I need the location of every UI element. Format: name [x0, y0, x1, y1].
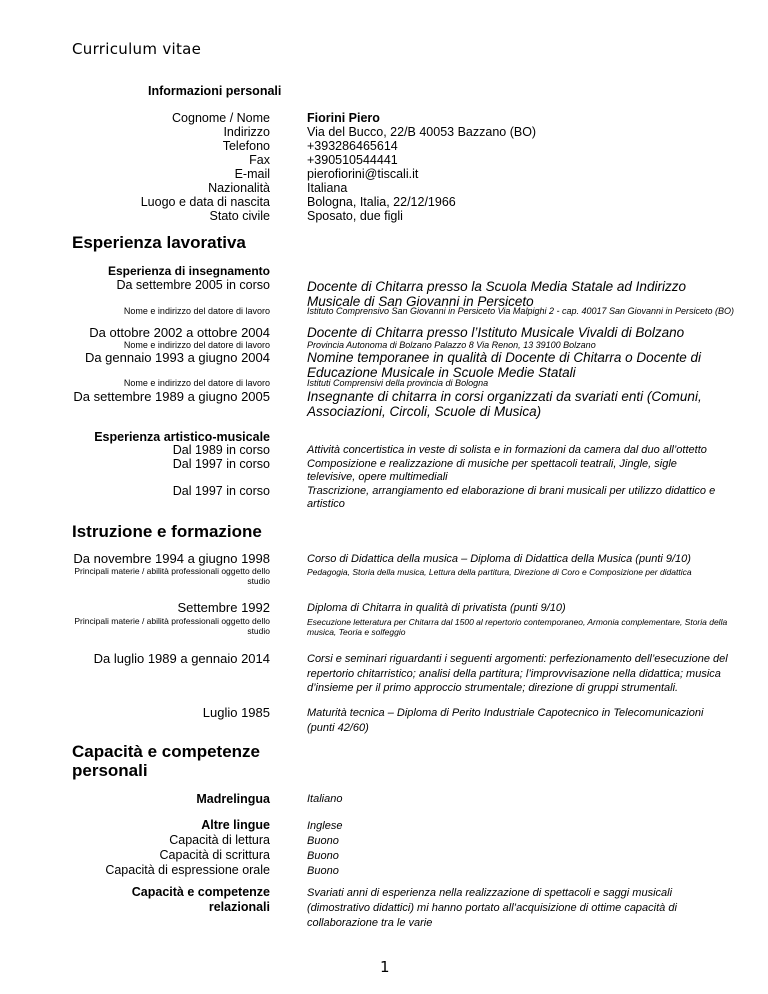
work-heading: Esperienza lavorativa: [72, 233, 246, 252]
value-name: Fiorini Piero: [307, 111, 380, 125]
page-number: 1: [380, 958, 390, 976]
subjects-label-2: Principali materie / abilità professionali oggetto dello studio: [74, 616, 270, 636]
artistic-date-2: Dal 1997 in corso: [172, 457, 270, 471]
relational-label-line1: Capacità e competenze: [131, 885, 270, 899]
value-civil-status: Sposato, due figli: [307, 209, 403, 223]
work-title-2: Docente di Chitarra presso l’Istituto Musicale Vivaldi di Bolzano: [307, 325, 685, 340]
work-title-4: Insegnante di chitarra in corsi organizzati da svariati enti (Comuni, Associazioni, Circoli, Scuole di Musica): [307, 389, 702, 419]
reading-label: Capacità di lettura: [169, 833, 270, 847]
artistic-heading: Esperienza artistico-musicale: [94, 430, 270, 444]
work-date-3: Da gennaio 1993 a giugno 2004: [84, 350, 270, 365]
edu-date-3: Da luglio 1989 a gennaio 2014: [93, 651, 270, 666]
employer-2: Provincia Autonoma di Bolzano Palazzo 8 Via Renon, 13 39100 Bolzano: [307, 340, 596, 350]
artistic-text-3: Trascrizione, arrangiamento ed elaborazione di brani musicali per utilizzo didattico e artistico: [307, 484, 716, 510]
edu-title-2: Diploma di Chitarra in qualità di privatista (punti 9/10): [307, 602, 566, 614]
relational-label-line2: relazionali: [208, 900, 270, 914]
relational-text: Svariati anni di esperienza nella realizzazione di spettacoli e saggi musicali (dimostrativo didattici) mi hanno portato all’acquisizione di ottime capacità di collaborazione tra le varie: [307, 887, 677, 929]
work-date-1: Da settembre 2005 in corso: [116, 278, 270, 292]
other-lang-label: Altre lingue: [201, 818, 270, 832]
edu-subjects-1: Pedagogia, Storia della musica, Lettura della partitura, Direzione di Coro e Composizione per didattica: [307, 567, 692, 577]
edu-title-1: Corso di Didattica della musica – Diploma di Didattica della Musica (punti 9/10): [307, 553, 691, 565]
other-lang-labels: [40, 818, 270, 878]
value-nationality: Italiana: [307, 181, 348, 195]
edu-date-4: Luglio 1985: [202, 705, 270, 720]
relational-label: [60, 885, 270, 915]
value-birth: Bologna, Italia, 22/12/1966: [307, 195, 456, 209]
edu-title-4: Maturità tecnica – Diploma di Perito Industriale Capotecnico in Telecomunicazioni (punti 42/60): [307, 707, 704, 734]
document-header: Curriculum vitae: [72, 40, 202, 58]
writing-value: Buono: [307, 850, 339, 862]
value-email: pierofiorini@tiscali.it: [307, 167, 419, 181]
edu-title-3: Corsi e seminari riguardanti i seguenti argomenti: perfezionamento dell’esecuzione del repertorio chitarristico; analisi della partitura; l’improvvisazione nella didattica; musica d’insieme per il primo approccio strumentale; direzione di gruppi strumentali.: [307, 653, 728, 694]
mother-tongue-label: Madrelingua: [196, 792, 270, 806]
work-date-2: Da ottobre 2002 a ottobre 2004: [89, 325, 270, 340]
label-birth: Luogo e data di nascita: [140, 195, 270, 209]
label-email: E-mail: [234, 167, 270, 181]
skills-heading-line1: Capacità e competenze: [72, 742, 261, 761]
work-title-3: Nomine temporanee in qualità di Docente di Chitarra o Docente di Educazione Musicale in Scuole Medie Statali: [307, 350, 701, 380]
work-date-4: Da settembre 1989 a giugno 2005: [73, 389, 270, 404]
edu-date-1: Da novembre 1994 a giugno 1998: [73, 551, 270, 566]
artistic-date-3: Dal 1997 in corso: [172, 484, 270, 498]
label-fax: Fax: [249, 153, 270, 167]
edu-date-2: Settembre 1992: [177, 600, 270, 615]
artistic-text-2: Composizione e realizzazione di musiche per spettacoli teatrali, Jingle, sigle televisive, opere multimediali: [307, 457, 677, 483]
other-lang-values: [307, 819, 342, 879]
skills-heading: [72, 742, 260, 780]
label-nationality: Nazionalità: [208, 181, 270, 195]
teaching-heading: Esperienza di insegnamento: [107, 264, 270, 278]
employer-1: Istituto Comprensivo San Giovanni in Persiceto Via Malpighi 2 - cap. 40017 San Giovanni in Persiceto (BO): [307, 306, 735, 316]
employer-label-1: Nome e indirizzo del datore di lavoro: [123, 306, 270, 316]
subjects-label-1: Principali materie / abilità professionali oggetto dello studio: [74, 566, 270, 586]
other-lang-value: Inglese: [307, 820, 343, 832]
reading-value: Buono: [307, 835, 339, 847]
value-fax: +390510544441: [307, 153, 398, 167]
mother-tongue-value: Italiano: [307, 793, 343, 805]
value-address: Via del Bucco, 22/B 40053 Bazzano (BO): [307, 125, 537, 139]
personal-values: [307, 111, 727, 223]
employer-label-3: Nome e indirizzo del datore di lavoro: [123, 378, 270, 388]
employer-label-2: Nome e indirizzo del datore di lavoro: [123, 340, 270, 350]
employer-3: Istituti Comprensivi della provincia di Bologna: [307, 378, 489, 388]
oral-label: Capacità di espressione orale: [105, 863, 270, 877]
personal-labels: [100, 111, 270, 223]
skills-heading-line2: personali: [72, 761, 148, 780]
value-phone: +393286465614: [307, 139, 398, 153]
label-phone: Telefono: [222, 139, 270, 153]
edu-subjects-2: Esecuzione letteratura per Chitarra dal 1500 al repertorio contemporaneo, Armonia complementare, Storia della musica, Teoria e solfeggio: [307, 617, 728, 637]
artistic-text-block: [307, 444, 727, 512]
label-address: Indirizzo: [223, 125, 270, 139]
label-name: Cognome / Nome: [172, 111, 270, 125]
personal-info-heading: Informazioni personali: [148, 84, 282, 98]
oral-value: Buono: [307, 865, 339, 877]
artistic-date-1: Dal 1989 in corso: [172, 443, 270, 457]
writing-label: Capacità di scrittura: [159, 848, 270, 862]
artistic-text-1: Attività concertistica in veste di solista e in formazioni da camera dal duo all’ottetto: [307, 444, 707, 456]
education-heading: Istruzione e formazione: [72, 522, 262, 541]
label-civil-status: Stato civile: [209, 209, 270, 223]
work-title-1: Docente di Chitarra presso la Scuola Media Statale ad Indirizzo Musicale di San Giovanni in Persiceto: [307, 279, 686, 309]
